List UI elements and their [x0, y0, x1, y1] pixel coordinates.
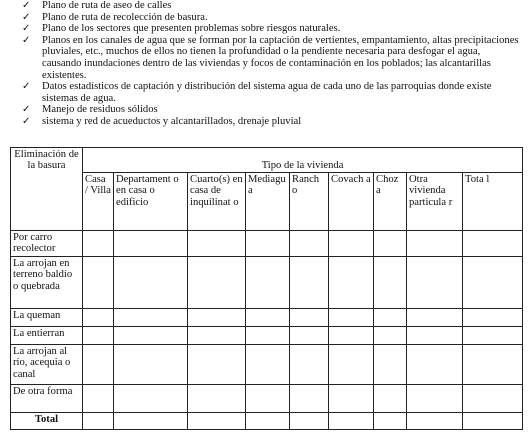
column-header: Casa / Villa	[83, 173, 114, 231]
list-item: ✓ Plano de los sectores que presenten problemas sobre riesgos naturales.	[22, 23, 341, 35]
table-row	[11, 257, 523, 309]
total-label: Total	[11, 413, 83, 430]
table-row	[11, 231, 523, 257]
column-header: Otra vivienda particula r	[407, 173, 463, 231]
table-row	[11, 309, 523, 327]
checkmark-icon: ✓	[22, 81, 31, 93]
row-label: La arrojan al río, acequia o canal	[11, 345, 83, 385]
row-label: La entierran	[11, 327, 83, 345]
requirements-list	[20, 0, 520, 128]
column-header: Cuarto(s) en casa de inquilinat o	[188, 173, 246, 231]
checkmark-icon: ✓	[22, 0, 31, 11]
checkmark-icon: ✓	[22, 34, 31, 46]
row-label: La queman	[11, 309, 83, 327]
list-item: ✓ sistema y red de acueductos y alcantarillados, drenaje pluvial	[22, 115, 302, 127]
column-header: Covach a	[329, 173, 374, 231]
checkmark-icon: ✓	[22, 115, 31, 127]
column-super-header: Tipo de la vivienda	[83, 148, 523, 173]
column-header: Mediagu a	[246, 173, 290, 231]
list-item: ✓ Plano de ruta de aseo de calles	[22, 0, 172, 11]
column-header: Departament o en casa o edificio	[114, 173, 188, 231]
table-row	[11, 327, 523, 345]
list-item: ✓ Planos en los canales de agua que se forman por la captación de vertientes, empantamiento, altas precipitaciones pluviales, etc., muchos de ellos no tienen la profundidad o la pendiente necesaria para desfogar el agua, causando inundaciones dentro de las viviendas y focos de contaminación en los poblados; las alcantarillas existentes.	[22, 34, 519, 81]
checkmark-icon: ✓	[22, 11, 31, 23]
table-row	[11, 385, 523, 413]
column-header: Tota l	[463, 173, 523, 231]
row-label: Por carro recolector	[11, 231, 83, 257]
checkmark-icon: ✓	[22, 23, 31, 35]
list-item: ✓ Manejo de residuos sólidos	[22, 104, 158, 116]
table-row-total	[11, 413, 523, 430]
checkmark-icon: ✓	[22, 104, 31, 116]
table-row	[11, 345, 523, 385]
list-item: ✓ Plano de ruta de recolección de basura.	[22, 11, 208, 23]
row-header-label: Eliminación de la basura	[11, 148, 83, 231]
list-item: ✓ Datos estadísticos de captación y distribución del sistema agua de cada uno de las parroquias donde existe sistemas de agua.	[22, 81, 492, 104]
column-header: Ranch o	[290, 173, 329, 231]
column-header: Choz a	[374, 173, 407, 231]
waste-disposal-table	[10, 147, 523, 430]
row-label: De otra forma	[11, 385, 83, 413]
row-label: La arrojan en terreno baldío o quebrada	[11, 257, 83, 309]
